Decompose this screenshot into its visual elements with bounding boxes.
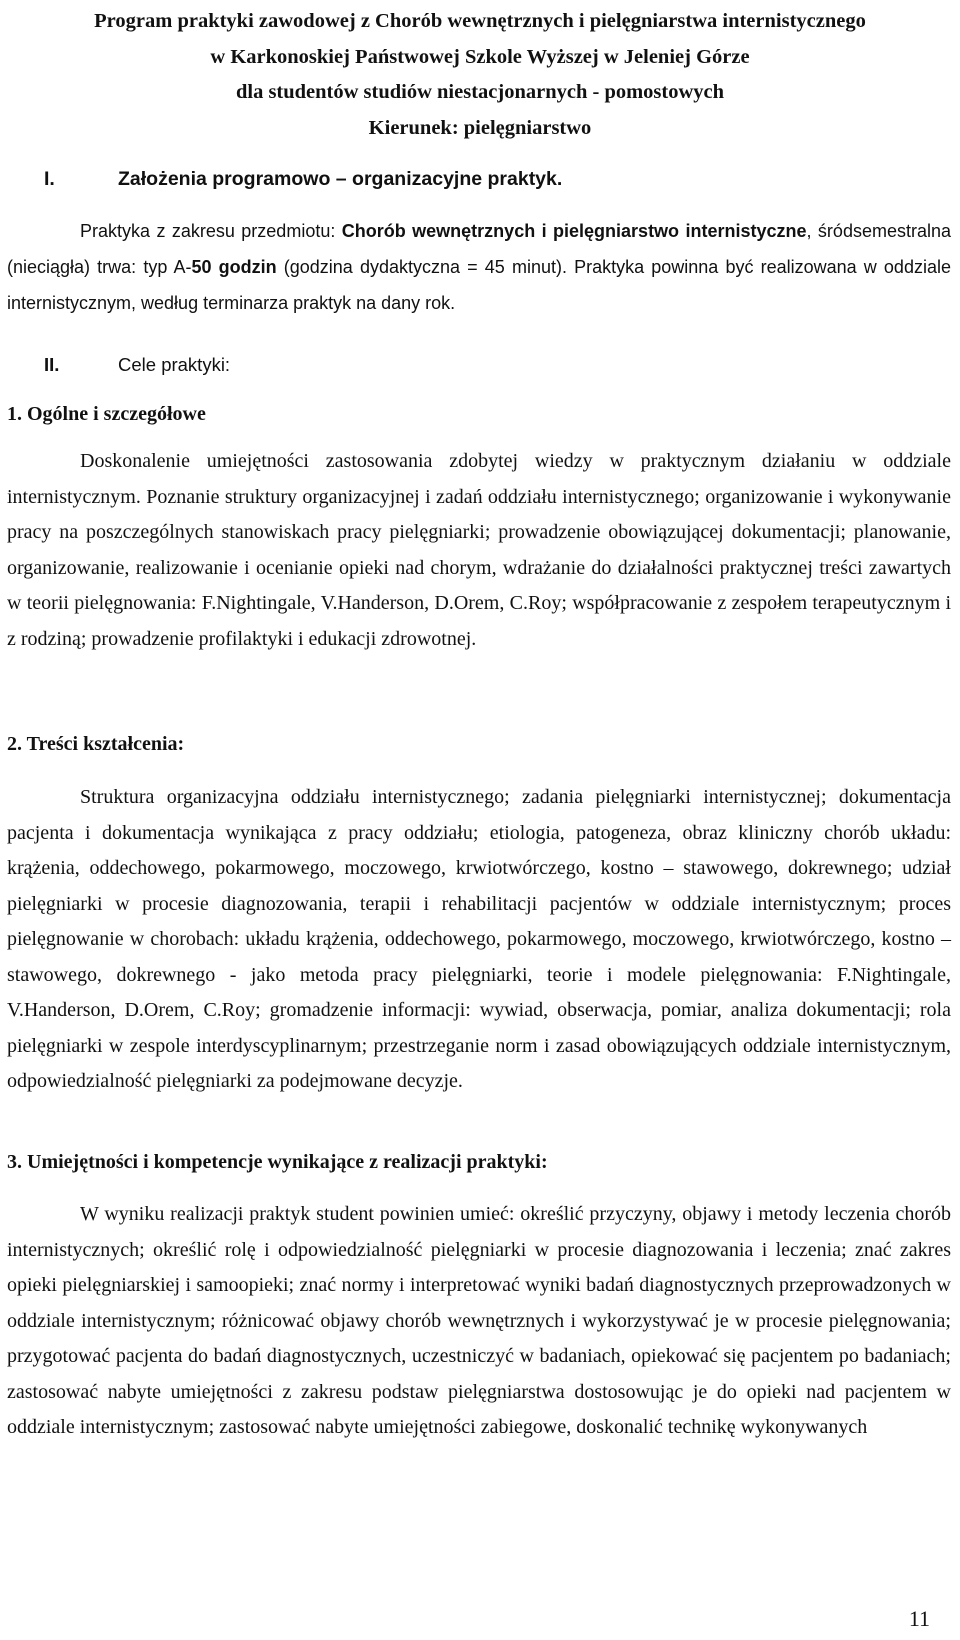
subsection-1-paragraph	[7, 444, 951, 657]
header-line-4: Kierunek: pielęgniarstwo	[368, 116, 592, 139]
subsection-2-title: 2. Treści kształcenia:	[7, 733, 185, 755]
section-2-numeral: II.	[44, 354, 60, 375]
subsection-1-text: Doskonalenie umiejętności zastosowania zdobytej wiedzy w praktycznym działaniu w oddziale internistycznym. Poznanie struktury organizacyjnej i zadań oddziału internistycznego; organizowanie i wykonywanie pracy na poszczególnych stanowiskach pracy pielęgniarki; prowadzenie obowiązującej dokumentacji; planowanie, organizowanie, realizowanie i ocenianie opieki nad chorym, wdrażanie do działalności praktycznej treści zawartych w teorii pielęgnowania: F.Nightingale, V.Handerson, D.Orem, C.Roy; współpracowanie z zespołem terapeutycznym i z rodziną; prowadzenie profilaktyki i edukacji zdrowotnej.	[7, 450, 951, 650]
document-header	[0, 4, 960, 146]
header-line-3: dla studentów studiów niestacjonarnych - pomostowych	[235, 81, 725, 103]
section-1-para-subject: Chorób wewnętrznych i pielęgniarstwo internistyczne	[341, 221, 807, 241]
page-number: 11	[908, 1606, 930, 1631]
subsection-3-text: W wyniku realizacji praktyk student powinien umieć: określić przyczyny, objawy i metody leczenia chorób internistycznych; określić rolę i odpowiedzialność pielęgniarki w procesie diagnozowania i leczenia; znać zakres opieki pielęgniarskiej i samoopieki; znać normy i interpretować wyniki badań diagnostycznych przeprowadzonych w oddziale internistycznym; różnicować objawy chorób wewnętrznych i wykorzystywać je w procesie pielęgnowania; przygotować pacjenta do badań diagnostycznych, uczestniczyć w badaniach, opiekować się pacjentem po badaniach; zastosować nabyte umiejętności z zakresu podstaw pielęgniarstwa dostosowując je do opieki nad pacjentem w oddziale internistycznym; zastosować nabyte umiejętności zabiegowe, doskonalić technikę wykonywanych	[7, 1203, 951, 1438]
section-2-title: Cele praktyki:	[118, 354, 231, 375]
section-1-para-lead: Praktyka z zakresu przedmiotu:	[80, 221, 342, 241]
section-1-para-mid: , śródsemestralna (nieciągła) trwa: typ A-	[7, 221, 951, 277]
subsection-3-paragraph	[7, 1197, 951, 1446]
subsection-3-title: 3. Umiejętności i kompetencje wynikające z realizacji praktyki:	[7, 1151, 548, 1173]
header-line-1: Program praktyki zawodowej z Chorób wewnętrznych i pielęgniarstwa internistycznego	[94, 10, 866, 32]
section-1-para-rest: (godzina dydaktyczna = 45 minut). Praktyka powinna być realizowana w oddziale internistycznym, według terminarza praktyk na dany rok.	[7, 257, 951, 313]
subsection-1-title: 1. Ogólne i szczegółowe	[7, 403, 206, 425]
subsection-2-paragraph	[7, 780, 951, 1100]
section-1-paragraph	[7, 213, 951, 321]
header-line-2: w Karkonoskiej Państwowej Szkole Wyższej w Jeleniej Górze	[210, 45, 750, 68]
section-1-para-hours: 50 godzin	[191, 257, 277, 277]
subsection-2-text: Struktura organizacyjna oddziału internistycznego; zadania pielęgniarki internistycznej; dokumentacja pacjenta i dokumentacja wynikająca z pracy oddziału; etiologia, patogeneza, obraz kliniczny chorób układu: krążenia, oddechowego, pokarmowego, moczowego, krwiotwórczego, kostno – stawowego, dokrewnego; udział pielęgniarki w procesie diagnozowania, terapii i rehabilitacji pacjentów w oddziale internistycznym; proces pielęgnowanie w chorobach: układu krążenia, oddechowego, pokarmowego, moczowego, krwiotwórczego, kostno – stawowego, dokrewnego - jako metoda pracy pielęgniarki, teorie i modele pielęgnowania: F.Nightingale, V.Handerson, D.Orem, C.Roy; gromadzenie informacji: wywiad, obserwacja, pomiar, analiza dokumentacji; rola pielęgniarki w zespole interdyscyplinarnym; przestrzeganie norm i zasad obowiązujących oddziale internistycznym, odpowiedzialność pielęgniarki za podejmowane decyzje.	[7, 786, 951, 1092]
section-1-title: Założenia programowo – organizacyjne praktyk.	[118, 168, 563, 190]
section-1-numeral: I.	[44, 168, 55, 190]
